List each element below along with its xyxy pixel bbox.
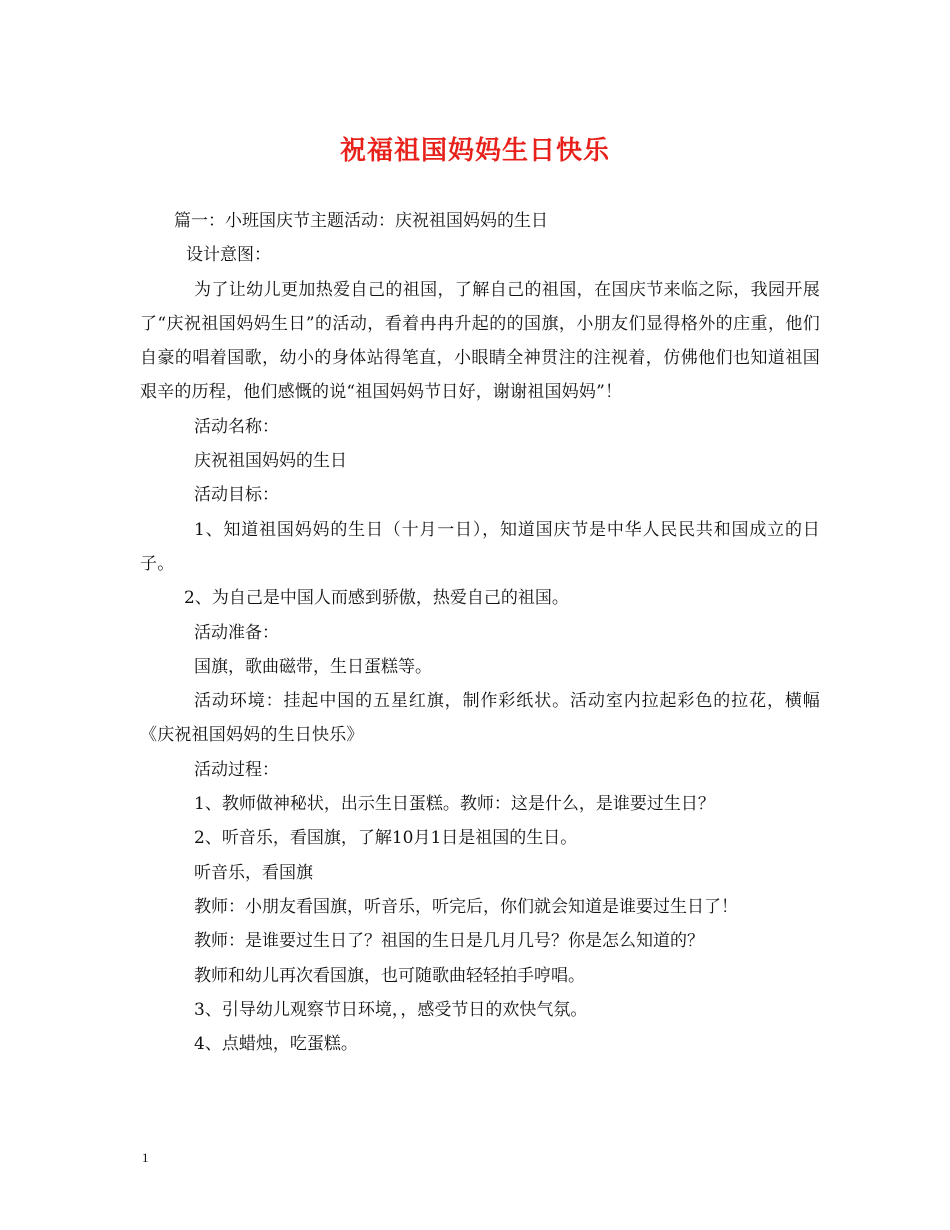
- document-title: 祝福祖国妈妈生日快乐: [339, 136, 610, 166]
- paragraph-step: 1、教师做神秘状，出示生日蛋糕。教师：这是什么，是谁要过生日？: [194, 794, 715, 815]
- paragraph-text: 听音乐，看国旗: [194, 862, 313, 883]
- page-number: 1: [142, 1150, 149, 1165]
- paragraph-label: 设计意图：: [186, 245, 271, 266]
- section-heading: 篇一：小班国庆节主题活动：庆祝祖国妈妈的生日: [174, 211, 548, 231]
- paragraph-label: 活动过程：: [194, 759, 279, 780]
- paragraph-text: 教师和幼儿再次看国旗，也可随歌曲轻轻拍手哼唱。: [194, 965, 585, 986]
- paragraph-design-intent: 为了让幼儿更加热爱自己的祖国，了解自己的祖国，在国庆节来临之际，我园开展了“庆祝祖国妈妈生日”的活动，看着冉冉升起的的国旗，小朋友们显得格外的庄重，他们自豪的唱着国歌，幼小的身体站得笔直，小眼睛全神贯注的注视着，仿佛他们也知道祖国艰辛的历程，他们感慨的说“祖国妈妈节日好，谢谢祖国妈妈”！: [140, 279, 820, 403]
- paragraph-label: 活动名称：: [194, 416, 279, 437]
- paragraph-text: 教师：是谁要过生日了？祖国的生日是几月几号？你是怎么知道的？: [194, 931, 704, 952]
- paragraph-label: 活动准备：: [194, 622, 279, 643]
- paragraph-text: 庆祝祖国妈妈的生日: [194, 451, 347, 472]
- paragraph-step: 4、点蜡烛，吃蛋糕。: [194, 1034, 358, 1055]
- paragraph-text: 国旗，歌曲磁带，生日蛋糕等。: [194, 656, 432, 677]
- paragraph-environment: 活动环境：挂起中国的五星红旗，制作彩纸状。活动室内拉起彩色的拉花，横幅《庆祝祖国妈妈的生日快乐》: [140, 691, 820, 746]
- paragraph-step: 2、听音乐，看国旗，了解10月1日是祖国的生日。: [194, 828, 578, 849]
- document-body: [140, 204, 820, 1061]
- paragraph-label: 活动目标：: [194, 485, 279, 506]
- paragraph-step: 3、引导幼儿观察节日环境，，感受节日的欢快气氛。: [194, 999, 588, 1020]
- paragraph-goal-2: 2、为自己是中国人而感到骄傲，热爱自己的祖国。: [184, 588, 569, 609]
- paragraph-text: 教师：小朋友看国旗，听音乐，听完后，你们就会知道是谁要过生日了！: [194, 896, 738, 917]
- paragraph-goal-1: 1、知道祖国妈妈的生日（十月一日），知道国庆节是中华人民民共和国成立的日子。: [140, 519, 820, 574]
